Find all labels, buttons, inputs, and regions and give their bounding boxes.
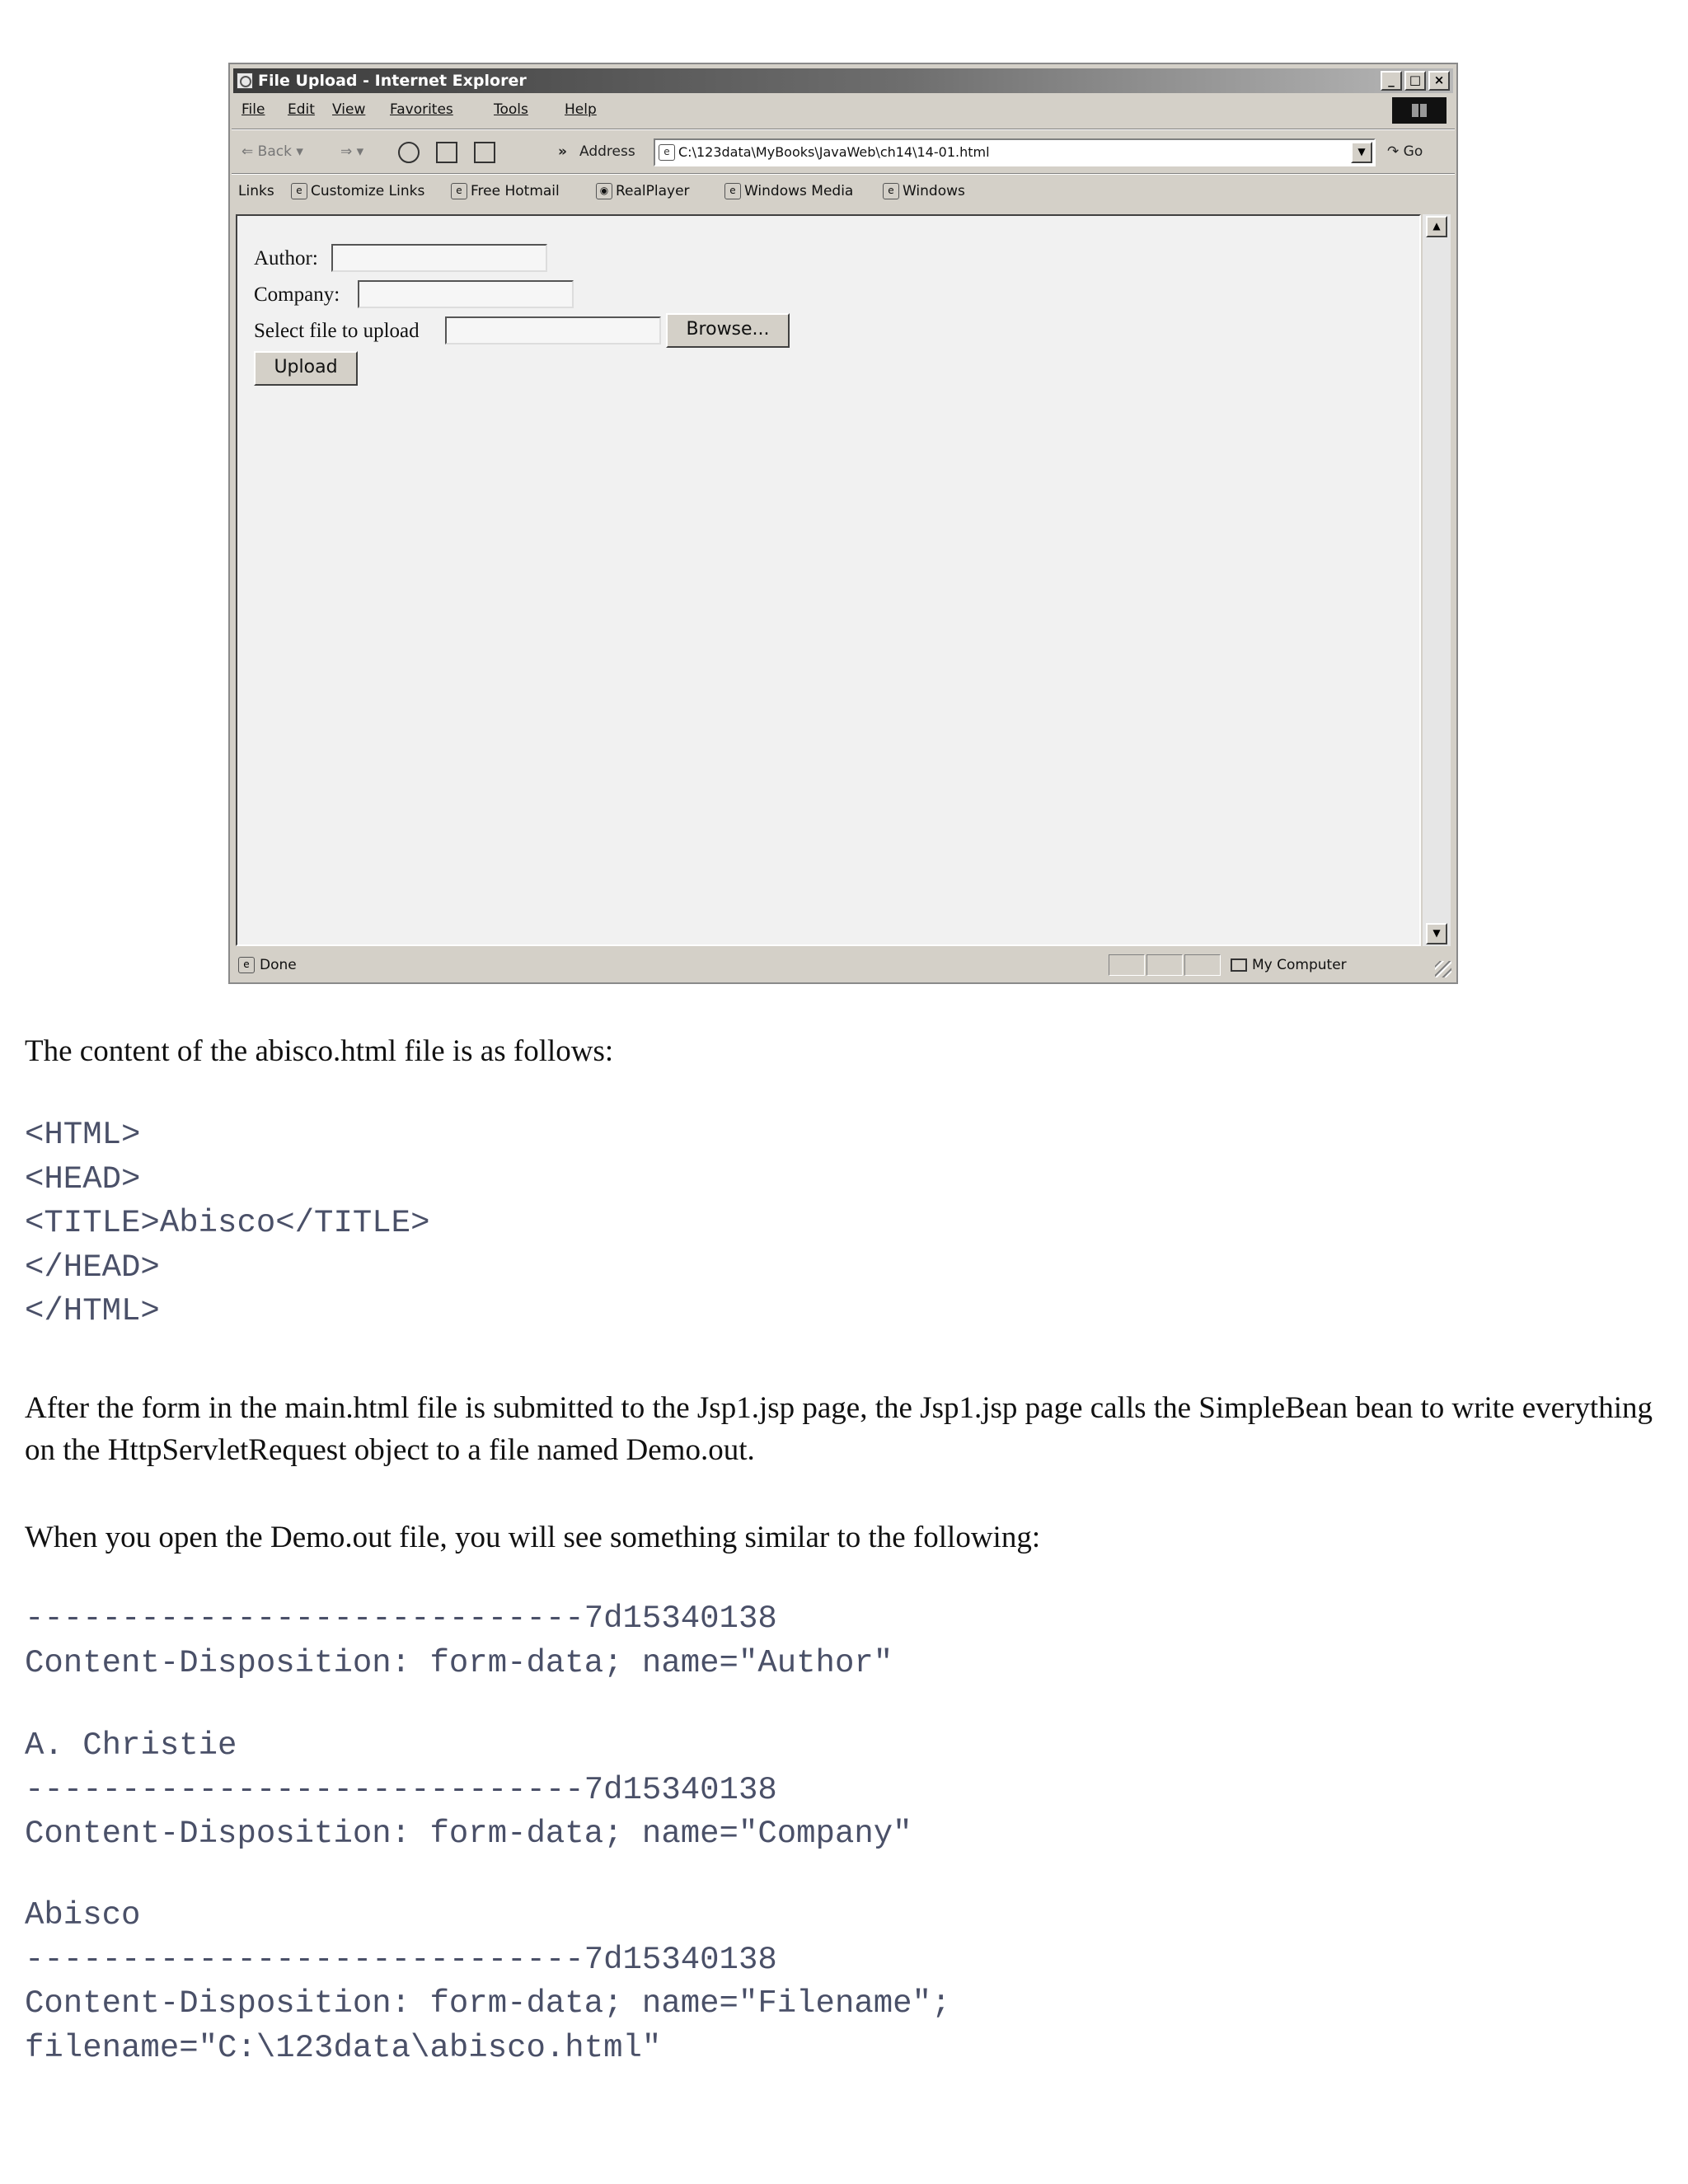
code-line: <TITLE>Abisco</TITLE> <box>25 1205 430 1241</box>
go-button[interactable]: ↷ Go <box>1387 143 1423 160</box>
forward-button[interactable]: ⇒ ▾ <box>340 143 364 160</box>
boundary-line: -----------------------------7d15340138 <box>25 1941 777 1978</box>
code-line: <HTML> <box>25 1117 141 1153</box>
company-label: Company: <box>254 284 340 306</box>
status-bar <box>233 951 1453 979</box>
file-label: Select file to upload <box>254 320 420 342</box>
ie-page-icon: e <box>291 183 307 199</box>
address-input[interactable]: C:\123data\MyBooks\JavaWeb\ch14\14-01.html <box>678 144 990 160</box>
home-icon[interactable] <box>474 142 495 163</box>
standard-toolbar <box>233 135 1453 170</box>
link-free-hotmail[interactable]: e Free Hotmail <box>451 183 560 199</box>
menu-help[interactable]: Help <box>565 101 597 118</box>
link-customize-links[interactable]: e Customize Links <box>291 183 424 199</box>
address-bar[interactable] <box>654 138 1376 166</box>
windows-logo-icon <box>1392 97 1447 124</box>
scroll-up-icon[interactable]: ▲ <box>1426 216 1447 237</box>
address-label: Address <box>579 143 635 160</box>
links-label: Links <box>238 183 274 199</box>
link-windows[interactable]: e Windows <box>883 183 965 199</box>
computer-icon <box>1231 958 1247 972</box>
status-panel <box>1146 954 1183 976</box>
status-panel <box>1109 954 1145 976</box>
browser-window <box>228 63 1458 984</box>
maximize-button[interactable]: □ <box>1404 71 1426 91</box>
field-value: A. Christie <box>25 1727 237 1764</box>
header-line: Content-Disposition: form-data; name="Filename"; <box>25 1985 951 2022</box>
menu-bar <box>233 96 1453 124</box>
vertical-scrollbar[interactable] <box>1423 214 1451 946</box>
demo-out-value-2 <box>25 1894 950 2070</box>
status-panel <box>1184 954 1221 976</box>
demo-out-value-1 <box>25 1724 912 1857</box>
realplayer-icon: ◉ <box>596 183 612 199</box>
stop-icon[interactable] <box>398 142 420 163</box>
link-windows-media[interactable]: e Windows Media <box>724 183 853 199</box>
file-path-input[interactable] <box>445 316 661 344</box>
ie-page-icon: e <box>724 183 741 199</box>
page-viewport <box>236 214 1421 946</box>
html-code-block <box>25 1113 429 1334</box>
company-input[interactable] <box>358 280 574 308</box>
refresh-icon[interactable] <box>436 142 457 163</box>
close-button[interactable]: × <box>1428 71 1450 91</box>
scroll-down-icon[interactable]: ▼ <box>1426 923 1447 944</box>
resize-grip-icon[interactable] <box>1435 961 1451 977</box>
header-line: filename="C:\123data\abisco.html" <box>25 2029 662 2066</box>
page-done-icon: e <box>238 957 255 973</box>
boundary-line: -----------------------------7d15340138 <box>25 1771 777 1808</box>
back-button[interactable]: ⇐ Back ▾ <box>241 143 303 160</box>
code-line: </HTML> <box>25 1293 160 1329</box>
browse-button[interactable]: Browse... <box>666 313 790 348</box>
submission-paragraph: After the form in the main.html file is submitted to the Jsp1.jsp page, the Jsp1.jsp page calls the SimpleBean bean to write everything on the HttpServletRequest object to a file named Demo.out. <box>25 1391 1653 1467</box>
author-input[interactable] <box>331 244 547 272</box>
demo-intro-paragraph: When you open the Demo.out file, you will see something similar to the following: <box>25 1521 1041 1554</box>
window-title: File Upload - Internet Explorer <box>258 72 527 90</box>
field-value: Abisco <box>25 1897 141 1933</box>
header-line: Content-Disposition: form-data; name="Company" <box>25 1816 912 1852</box>
intro-paragraph: The content of the abisco.html file is as follows: <box>25 1034 614 1068</box>
title-bar <box>233 68 1453 93</box>
code-line: <HEAD> <box>25 1160 141 1197</box>
divider <box>232 129 1455 130</box>
ie-app-icon <box>237 73 253 89</box>
security-zone: My Computer <box>1231 957 1347 973</box>
divider <box>232 173 1455 175</box>
menu-edit[interactable]: Edit <box>288 101 315 118</box>
link-realplayer[interactable]: ◉ RealPlayer <box>596 183 690 199</box>
page-icon: e <box>659 144 675 161</box>
header-line: Content-Disposition: form-data; name="Author" <box>25 1644 893 1681</box>
demo-out-block-1 <box>25 1597 893 1685</box>
address-dropdown-icon[interactable]: ▼ <box>1351 142 1372 163</box>
menu-file[interactable]: File <box>241 101 265 118</box>
links-bar <box>233 176 1453 204</box>
toolbar-overflow-icon[interactable]: » <box>558 143 567 160</box>
ie-page-icon: e <box>451 183 467 199</box>
menu-view[interactable]: View <box>332 101 366 118</box>
menu-tools[interactable]: Tools <box>494 101 528 118</box>
code-line: </HEAD> <box>25 1249 160 1286</box>
boundary-line: -----------------------------7d15340138 <box>25 1601 777 1637</box>
author-label: Author: <box>254 247 318 269</box>
menu-favorites[interactable]: Favorites <box>390 101 453 118</box>
ie-page-icon: e <box>883 183 899 199</box>
status-text: Done <box>260 957 297 973</box>
upload-button[interactable]: Upload <box>254 351 358 386</box>
minimize-button[interactable]: _ <box>1381 71 1402 91</box>
